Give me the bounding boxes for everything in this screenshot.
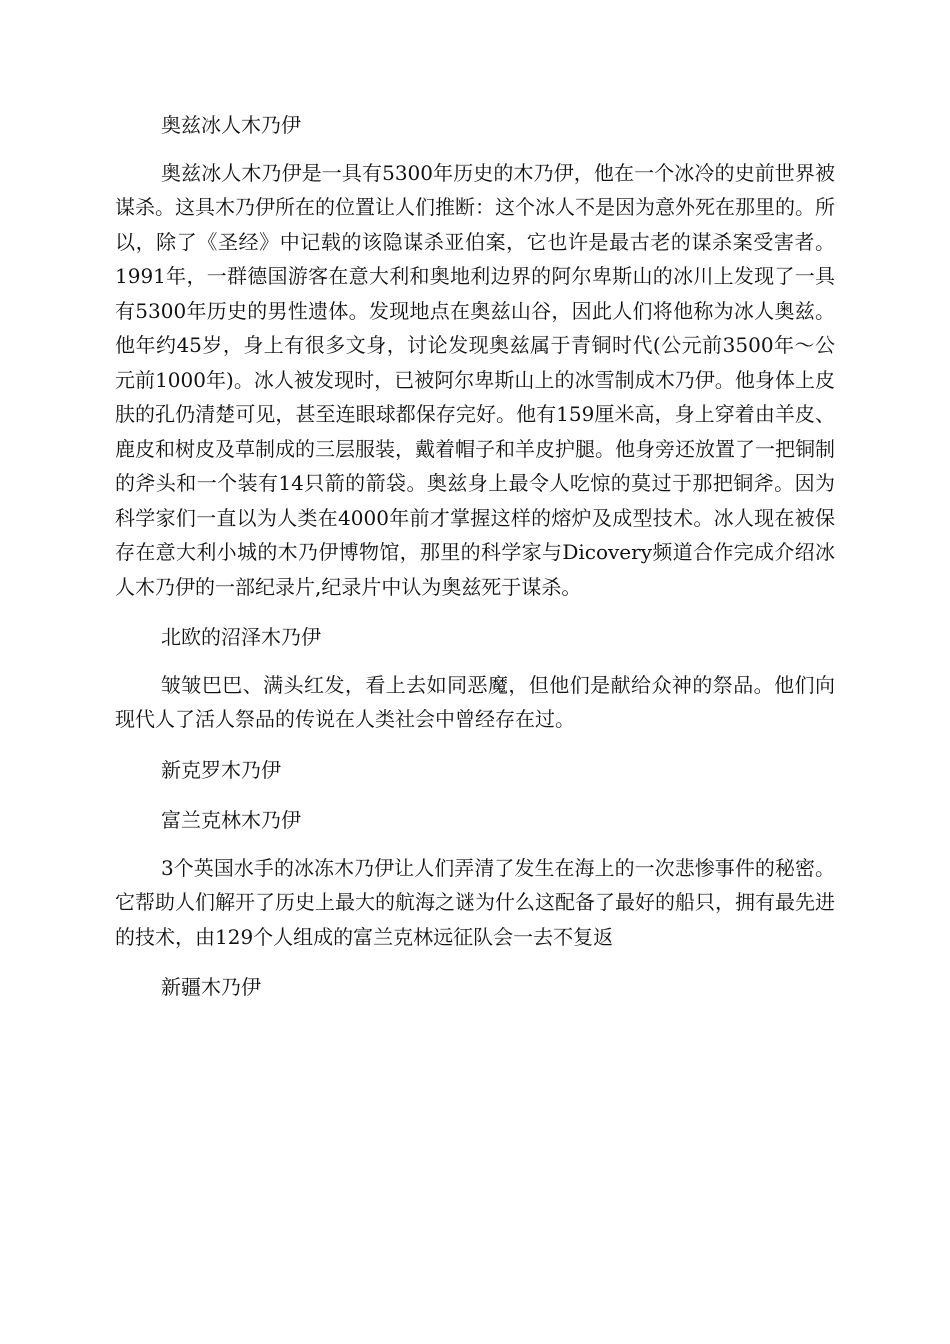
spacer xyxy=(115,787,835,803)
section-paragraph-franklin: 3个英国水手的冰冻木乃伊让人们弄清了发生在海上的一次悲惨事件的秘密。它帮助人们解开了历史上最大的航海之谜为什么这配备了最好的船只，拥有最先进的技术，由129个人组成的富兰克林远征队会一去不复返 xyxy=(115,855,835,949)
section-heading-bog-mummies: 北欧的沼泽木乃伊 xyxy=(161,625,321,649)
section-heading-franklin: 富兰克林木乃伊 xyxy=(161,808,301,832)
section-heading-xinjiang: 新疆木乃伊 xyxy=(161,975,261,999)
spacer xyxy=(115,143,835,156)
section-paragraph-otzi: 奥兹冰人木乃伊是一具有5300年历史的木乃伊，他在一个冰冷的史前世界被谋杀。这具木乃伊所在的位置让人们推断：这个冰人不是因为意外死在那里的。所以，除了《圣经》中记载的该隐谋杀亚伯案，它也许是最古老的谋杀案受害者。1991年，一群德国游客在意大利和奥地利边界的阿尔卑斯山的冰川上发现了一具有5300年历史的男性遗体。发现地点在奥兹山谷，因此人们将他称为冰人奥兹。他年约45岁，身上有很多文身，讨论发现奥兹属于青铜时代(公元前3500年～公元前1000年)。冰人被发现时，已被阿尔卑斯山上的冰雪制成木乃伊。他身体上皮肤的孔仍清楚可见，甚至连眼球都保存完好。他有159厘米高，身上穿着由羊皮、鹿皮和树皮及草制成的三层服装，戴着帽子和羊皮护腿。他身旁还放置了一把铜制的斧头和一个装有14只箭的箭袋。奥兹身上最令人吃惊的莫过于那把铜斧。因为科学家们一直以为人类在4000年前才掌握这样的熔炉及成型技术。冰人现在被保存在意大利小城的木乃伊博物馆，那里的科学家与Dicovery频道合作完成介绍冰人木乃伊的一部纪录片,纪录片中认为奥兹死于谋杀。 xyxy=(115,160,835,599)
section-heading-chinchorro: 新克罗木乃伊 xyxy=(161,757,281,782)
section-paragraph-bog-mummies: 皱皱巴巴、满头红发，看上去如同恶魔，但他们是献给众神的祭品。他们向现代人了活人祭品的传说在人类社会中曾经存在过。 xyxy=(115,672,835,731)
spacer xyxy=(115,655,835,668)
spacer xyxy=(115,604,835,620)
spacer xyxy=(115,838,835,851)
document-body xyxy=(115,108,835,1005)
spacer xyxy=(115,737,835,753)
section-heading-otzi: 奥兹冰人木乃伊 xyxy=(161,113,301,137)
spacer xyxy=(115,954,835,970)
